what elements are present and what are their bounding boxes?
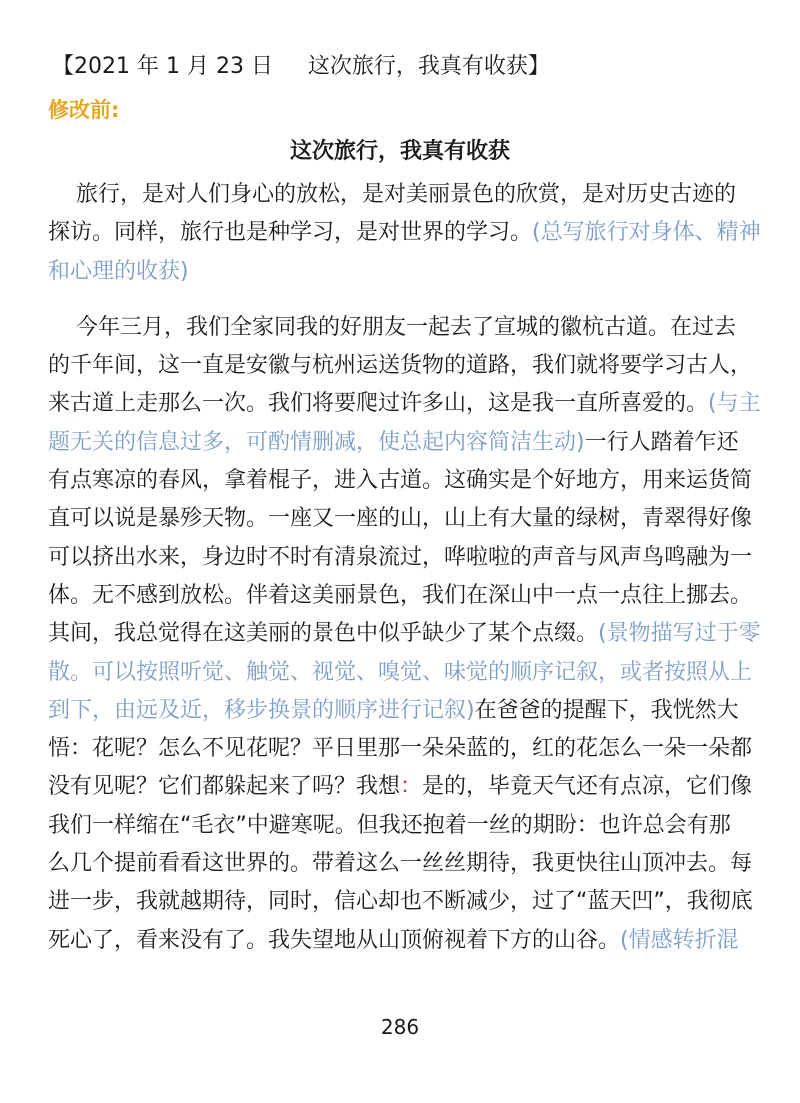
essay-text: 是的，毕竟天气还有点凉，它们像 xyxy=(422,774,753,800)
text-line xyxy=(48,845,752,883)
text-line xyxy=(48,883,752,921)
text-line xyxy=(48,692,752,730)
text-line xyxy=(48,424,752,462)
revision-comment: 和心理的收获) xyxy=(48,258,189,284)
text-line xyxy=(48,214,761,252)
text-line xyxy=(48,539,752,577)
essay-text: 其间，我总觉得在这美丽的景色中似乎缺少了某个点缀。 xyxy=(48,621,599,647)
text-line xyxy=(48,730,752,768)
text-line xyxy=(48,176,752,214)
revision-comment: 到下，由远及近，移步换景的顺序进行记叙) xyxy=(48,697,475,723)
essay-text: 一行人踏着乍还 xyxy=(584,429,739,455)
revision-comment: 题无关的信息过多，可酌情删减，使总起内容简洁生动) xyxy=(48,429,585,455)
revision-comment: (总写旅行对身体、精神 xyxy=(532,220,761,246)
essay-text: 死心了，看来没有了。我失望地从山顶俯视着下方的山谷。 xyxy=(48,927,621,953)
text-line xyxy=(48,654,752,692)
highlight-mark: ： xyxy=(400,774,423,800)
text-line xyxy=(48,500,752,538)
text-line xyxy=(48,768,752,806)
page-number: 286 xyxy=(380,1015,420,1039)
revision-comment: (情感转折混 xyxy=(620,927,739,953)
essay-text: 探访。同样，旅行也是种学习，是对世界的学习。 xyxy=(48,220,533,246)
essay-body xyxy=(48,176,761,960)
essay-text: 么几个提前看看这世界的。带着这么一丝丝期待，我更快往山顶冲去。每 xyxy=(48,851,753,877)
text-line xyxy=(48,922,752,960)
text-line xyxy=(48,385,761,423)
essay-text: 直可以说是暴殄天物。一座又一座的山，山上有大量的绿树，青翠得好像 xyxy=(48,506,753,532)
essay-text: 体。无不感到放松。伴着这美丽景色，我们在深山中一点一点往上挪去。 xyxy=(48,582,753,608)
text-line xyxy=(48,347,752,385)
essay-paragraph xyxy=(48,309,761,960)
text-line xyxy=(48,309,752,347)
essay-text: 有点寒凉的春风，拿着棍子，进入古道。这确实是个好地方，用来运货简 xyxy=(48,468,753,494)
text-line xyxy=(48,807,752,845)
essay-title: 这次旅行，我真有收获 xyxy=(289,139,510,164)
text-line xyxy=(48,462,752,500)
text-line xyxy=(48,253,752,291)
essay-text: 进一步，我就越期待，同时，信心却也不断减少，过了“蓝天凹”，我彻底 xyxy=(48,889,753,915)
essay-text: 悟：花呢？怎么不见花呢？平日里那一朵朵蓝的，红的花怎么一朵一朵都 xyxy=(48,736,753,762)
essay-text: 我们一样缩在“毛衣”中避寒呢。但我还抱着一丝的期盼：也许总会有那 xyxy=(48,812,731,838)
text-line xyxy=(48,577,752,615)
essay-text: 旅行，是对人们身心的放松，是对美丽景色的欣赏，是对历史古迹的 xyxy=(48,182,736,207)
before-revision-label: 修改前: xyxy=(48,98,120,122)
essay-text: 今年三月，我们全家同我的好朋友一起去了宣城的徽杭古道。在过去 xyxy=(48,314,736,340)
revision-comment: (与主 xyxy=(708,391,761,417)
essay-text: 来古道上走那么一次。我们将要爬过许多山，这是我一直所喜爱的。 xyxy=(48,391,709,417)
essay-text: 在爸爸的提醒下，我恍然大 xyxy=(474,697,739,723)
revision-comment: 散。可以按照听觉、触觉、视觉、嗅觉、味觉的顺序记叙，或者按照从上 xyxy=(48,659,753,685)
essay-paragraph xyxy=(48,176,761,291)
revision-comment: (景物描写过于零 xyxy=(598,621,761,647)
essay-text: 可以挤出水来，身边时不时有清泉流过，哗啦啦的声音与风声鸟鸣融为一 xyxy=(48,544,753,570)
essay-text: 的千年间，这一直是安徽与杭州运送货物的道路，我们就将要学习古人， xyxy=(48,353,753,379)
text-line xyxy=(48,615,761,653)
document-header: 【2021 年 1 月 23 日 这次旅行，我真有收获】 xyxy=(52,54,550,79)
essay-text: 没有见呢？它们都躲起来了吗？我想 xyxy=(48,774,401,800)
